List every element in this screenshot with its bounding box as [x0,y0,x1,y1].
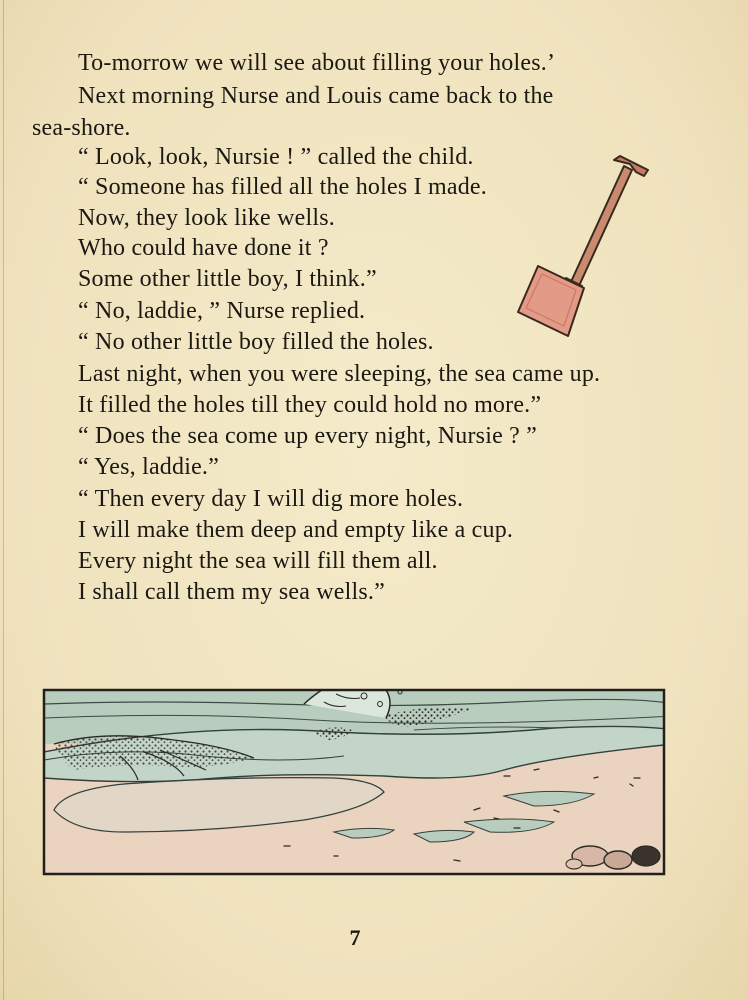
seashore-waves-illustration [34,660,674,882]
page-edge [3,0,4,1000]
story-line: “ No, laddie, ” Nurse replied. [78,298,366,324]
story-line: “ Look, look, Nursie ! ” called the child. [78,144,474,170]
story-line: Next morning Nurse and Louis came back to the [78,83,554,109]
story-line: “ Someone has filled all the holes I made. [78,174,487,200]
story-line: “ Then every day I will dig more holes. [78,486,464,512]
story-line: sea-shore. [32,115,131,141]
story-line: “ No other little boy filled the holes. [78,329,434,355]
story-line: “ Does the sea come up every night, Nursie ? ” [78,423,538,449]
story-line: I will make them deep and empty like a cup. [78,517,514,543]
page-number: 7 [349,925,361,950]
story-line: It filled the holes till they could hold no more.” [78,392,542,418]
story-line: Every night the sea will fill them all. [78,548,438,574]
story-line: Now, they look like wells. [78,205,335,231]
story-line: Who could have done it ? [78,235,329,261]
story-line: I shall call them my sea wells.” [78,579,385,605]
story-line: “ Yes, laddie.” [78,454,219,480]
spade-icon [508,140,658,340]
story-line: To-morrow we will see about filling your holes.’ [78,50,556,76]
story-line: Some other little boy, I think.” [78,266,377,292]
story-line: Last night, when you were sleeping, the sea came up. [78,361,601,387]
